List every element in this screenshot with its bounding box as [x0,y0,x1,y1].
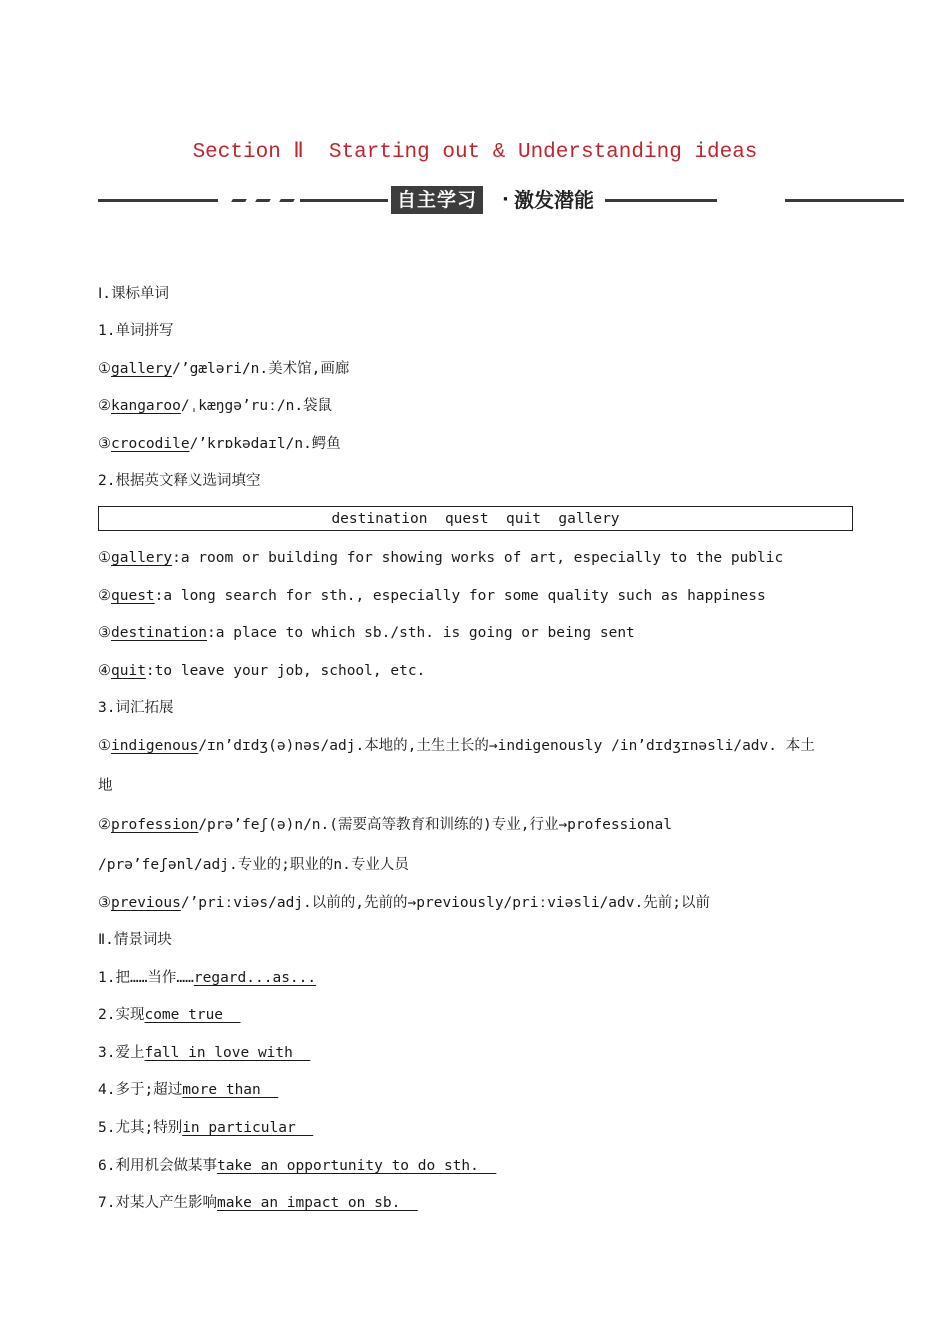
item-number: ② [98,588,111,604]
item-number: ① [98,550,111,566]
banner-subtitle: 激发潜能 [514,188,594,212]
answer-word: indigenous [111,738,199,754]
section-banner [98,186,904,216]
item-text: /prə’feʃ(ə)n/n.(需要高等教育和训练的)专业,行业→professional [198,817,672,833]
expansion-continuation: /prə’feʃənl/adj.专业的;职业的n.专业人员 [98,857,409,873]
phrase-answer: regard...as... [193,970,317,986]
answer-word: previous [111,895,181,911]
phrase-prompt: 1.把……当作…… [98,970,194,986]
spelling-item [98,396,332,416]
phrase-item [98,1193,418,1213]
banner-line-far-right [785,199,904,202]
item-number: ③ [98,625,111,641]
item-text: :a long search for sth., especially for some quality such as happiness [154,588,766,604]
banner-line [300,199,388,202]
banner-dash [279,199,295,202]
banner-dot: · [502,189,509,210]
item-number: ③ [98,436,111,452]
part1-heading: Ⅰ.课标单词 [98,286,170,302]
item-number: ② [98,817,111,833]
phrase-answer: fall in love with [144,1045,311,1061]
definition-item [98,623,635,643]
banner-dash [255,199,271,202]
item-number: ① [98,361,111,377]
part2-heading: Ⅱ.情景词块 [98,932,172,948]
fill-heading: 2.根据英文释义选词填空 [98,473,261,489]
definition-item [98,661,425,681]
item-text: /’gæləri/n.美术馆,画廊 [172,361,350,377]
spelling-item [98,434,341,454]
phrase-prompt: 7.对某人产生影响 [98,1195,217,1211]
banner-tag: 自主学习 [391,186,483,214]
phrase-answer: make an impact on sb. [216,1195,418,1211]
item-text: :to leave your job, school, etc. [145,663,426,679]
banner-dash [231,199,247,202]
phrase-prompt: 4.多于;超过 [98,1082,183,1098]
phrase-answer: in particular [182,1120,314,1136]
word-bank-box: destination quest quit gallery [98,506,853,531]
answer-word: destination [111,625,208,641]
phrase-item [98,1005,241,1025]
item-text: :a place to which sb./sth. is going or being sent [207,625,635,641]
spelling-heading: 1.单词拼写 [98,323,174,339]
answer-word: quit [111,663,146,679]
spelling-item [98,359,349,379]
definition-item [98,548,783,568]
answer-word: kangaroo [111,398,181,414]
item-number: ③ [98,895,111,911]
item-number: ④ [98,663,111,679]
expansion-item [98,893,710,913]
phrase-prompt: 6.利用机会做某事 [98,1158,217,1174]
definition-item [98,586,766,606]
expansion-heading: 3.词汇拓展 [98,700,174,716]
banner-line-left [98,199,218,202]
phrase-answer: come true [144,1007,241,1023]
item-number: ① [98,738,111,754]
phrase-item [98,1043,310,1063]
phrase-item [98,1156,496,1176]
phrase-answer: take an opportunity to do sth. [216,1158,497,1174]
expansion-item [98,815,672,835]
banner-line-right [605,199,717,202]
phrase-prompt: 5.尤其;特别 [98,1120,183,1136]
phrase-answer: more than [182,1082,279,1098]
item-text: /ˌkæŋgə’ruː/n.袋鼠 [180,398,333,414]
answer-word: gallery [111,550,173,566]
answer-word: gallery [111,361,173,377]
phrase-prompt: 3.爱上 [98,1045,145,1061]
phrase-prompt: 2.实现 [98,1007,145,1023]
phrase-item [98,1080,278,1100]
answer-word: quest [111,588,155,604]
item-text: /ɪn’dɪdʒ(ə)nəs/adj.本地的,土生土长的→indigenously /in’dɪdʒɪnəsli/adv. 本土 [198,738,815,754]
item-text: :a room or building for showing works of art, especially to the public [172,550,784,566]
item-number: ② [98,398,111,414]
phrase-item [98,1118,313,1138]
item-text: /’priːviəs/adj.以前的,先前的→previously/priːviəsli/adv.先前;以前 [180,895,710,911]
section-title: Section Ⅱ Starting out & Understanding ideas [192,141,758,164]
answer-word: crocodile [111,436,190,452]
expansion-continuation: 地 [98,778,113,794]
expansion-item [98,736,815,756]
item-text: /’krɒkədaɪl/n.鳄鱼 [189,436,341,452]
answer-word: profession [111,817,199,833]
phrase-item [98,968,316,988]
